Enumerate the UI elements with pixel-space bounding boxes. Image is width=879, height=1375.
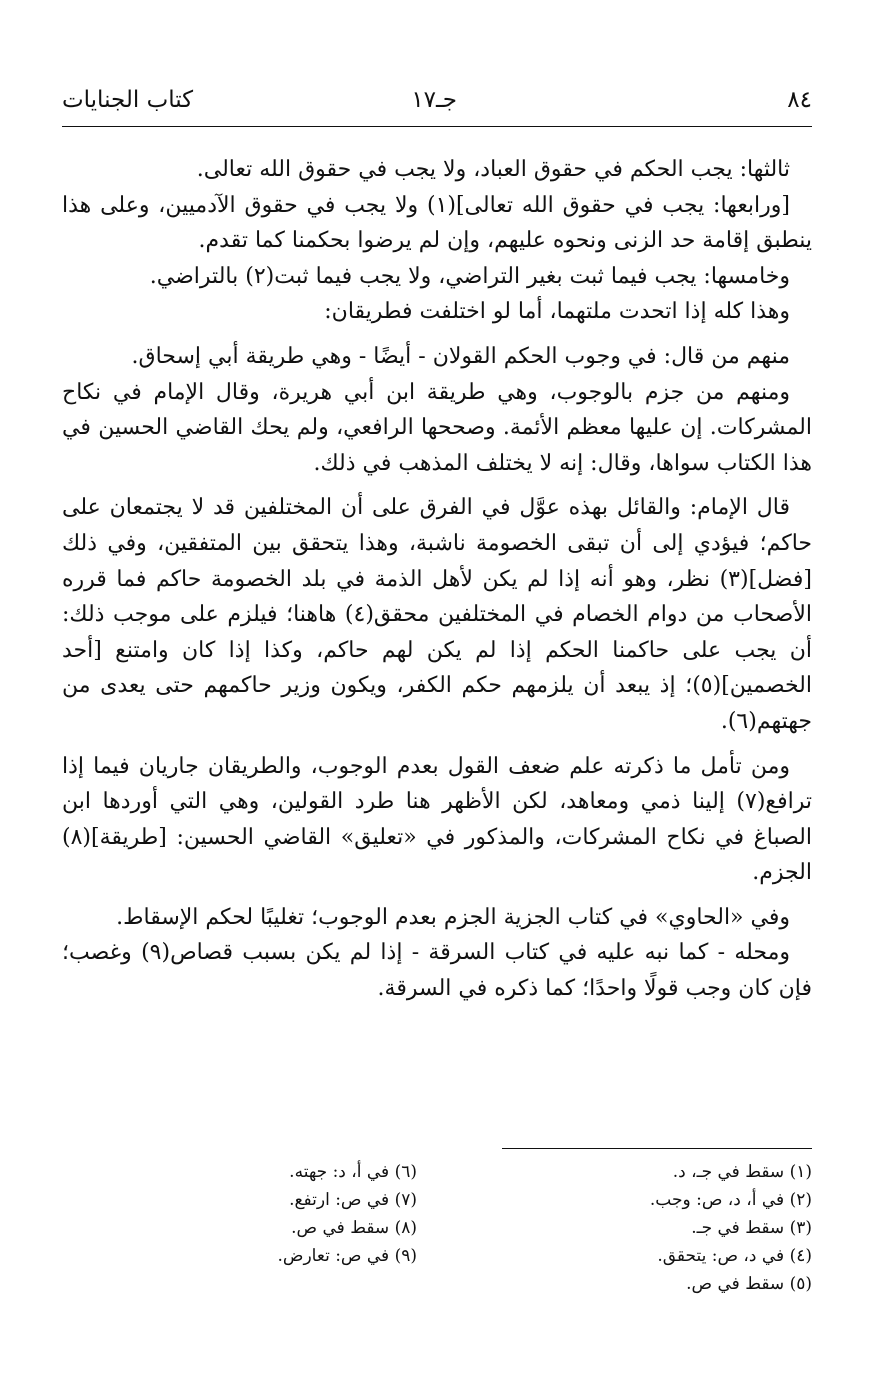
footnote: (٢) في أ، د، ص: وجب. (649, 1190, 812, 1210)
footnotes (62, 1158, 812, 1318)
paragraph: ثالثها: يجب الحكم في حقوق العباد، ولا يجب في حقوق الله تعالى. (196, 157, 790, 182)
footnote: (٣) سقط في جـ. (691, 1218, 812, 1238)
paragraph: وخامسها: يجب فيما ثبت بغير التراضي، ولا يجب فيما ثبت(٢) بالتراضي. (149, 263, 790, 289)
paragraph: وهذا كله إذا اتحدت ملتهما، أما لو اختلفت فطريقان: (324, 299, 790, 325)
header-divider (62, 126, 812, 127)
footnote: (٧) في ص: ارتفع. (289, 1190, 417, 1210)
footnote: (٦) في أ، د: جهته. (289, 1162, 417, 1182)
paragraph: وفي «الحاوي» في كتاب الجزية الجزم بعدم الوجوب؛ تغليبًا لحكم الإسقاط. (116, 904, 790, 930)
footnotes-column-left (57, 1158, 417, 1270)
footnote: (١) سقط في جـ، د. (672, 1162, 812, 1182)
paragraph: ومن تأمل ما ذكرته علم ضعف القول بعدم الوجوب، والطريقان جاريان فيما إذا ترافع(٧) إلينا ذمي ومعاهد، لكن الأظهر هنا طرد القولين، وهي التي أوردها ابن الصباغ في نكاح المشركات، والمذكور في «تعليق» القاضي الحسين: [طريقة](٨) الجزم. (62, 753, 812, 886)
volume-number: جـ١٧ (411, 87, 457, 113)
paragraph: [ورابعها: يجب في حقوق الله تعالى](١) ولا يجب في حقوق الآدميين، وعلى هذا ينطبق إقامة حد الزنى ونحوه عليهم، وإن لم يرضوا بحكمنا كما تقدم. (62, 192, 812, 254)
paragraph: منهم من قال: في وجوب الحكم القولان - أيضًا - وهي طريقة أبي إسحاق. (131, 343, 790, 369)
footnote: (٤) في د، ص: يتحقق. (657, 1246, 812, 1266)
paragraph: ومحله - كما نبه عليه في كتاب السرقة - إذا لم يكن بسبب قصاص(٩) وغصب؛ فإن كان وجب قولًا واحدًا؛ كما ذكره في السرقة. (62, 940, 812, 1002)
paragraph: ومنهم من جزم بالوجوب، وهي طريقة ابن أبي هريرة، وقال الإمام في نكاح المشركات. إن عليها معظم الأئمة. وصححها الرافعي، ولم يحك القاضي الحسين في هذا الكتاب سواها، وقال: إنه لا يختلف المذهب في ذلك. (62, 379, 812, 476)
page-number: ٨٤ (787, 87, 812, 113)
running-header (62, 82, 812, 118)
footnote: (٨) سقط في ص. (291, 1218, 417, 1238)
book-title: كتاب الجنايات (62, 87, 194, 113)
footnotes-column-right (452, 1158, 812, 1298)
main-text (62, 152, 812, 1007)
footnote: (٥) سقط في ص. (686, 1274, 812, 1294)
footnote: (٩) في ص: تعارض. (277, 1246, 417, 1266)
footnote-divider (502, 1148, 812, 1149)
paragraph: قال الإمام: والقائل بهذه عوَّل في الفرق على أن المختلفين قد لا يجتمعان على حاكم؛ فيؤدي إلى أن تبقى الخصومة ناشبة، وهذا يتحقق بين المتفقين، وفي ذلك [فضل](٣) نظر، وهو أنه إذا لم يكن لأهل الذمة في بلد الخصومة حاكم فما قرره الأصحاب من دوام الخصام في المختلفين محقق(٤) هاهنا؛ فيلزم على موجب ذلك: أن يجب على حاكمنا الحكم إذا لم يكن لهم حاكم، وكذا إذا كان وامتنع [أحد الخصمين](٥)؛ إذ يبعد أن يلزمهم حكم الكفر، ويكون وزير حاكمهم حتى يعدى من جهتهم(٦). (62, 495, 812, 734)
